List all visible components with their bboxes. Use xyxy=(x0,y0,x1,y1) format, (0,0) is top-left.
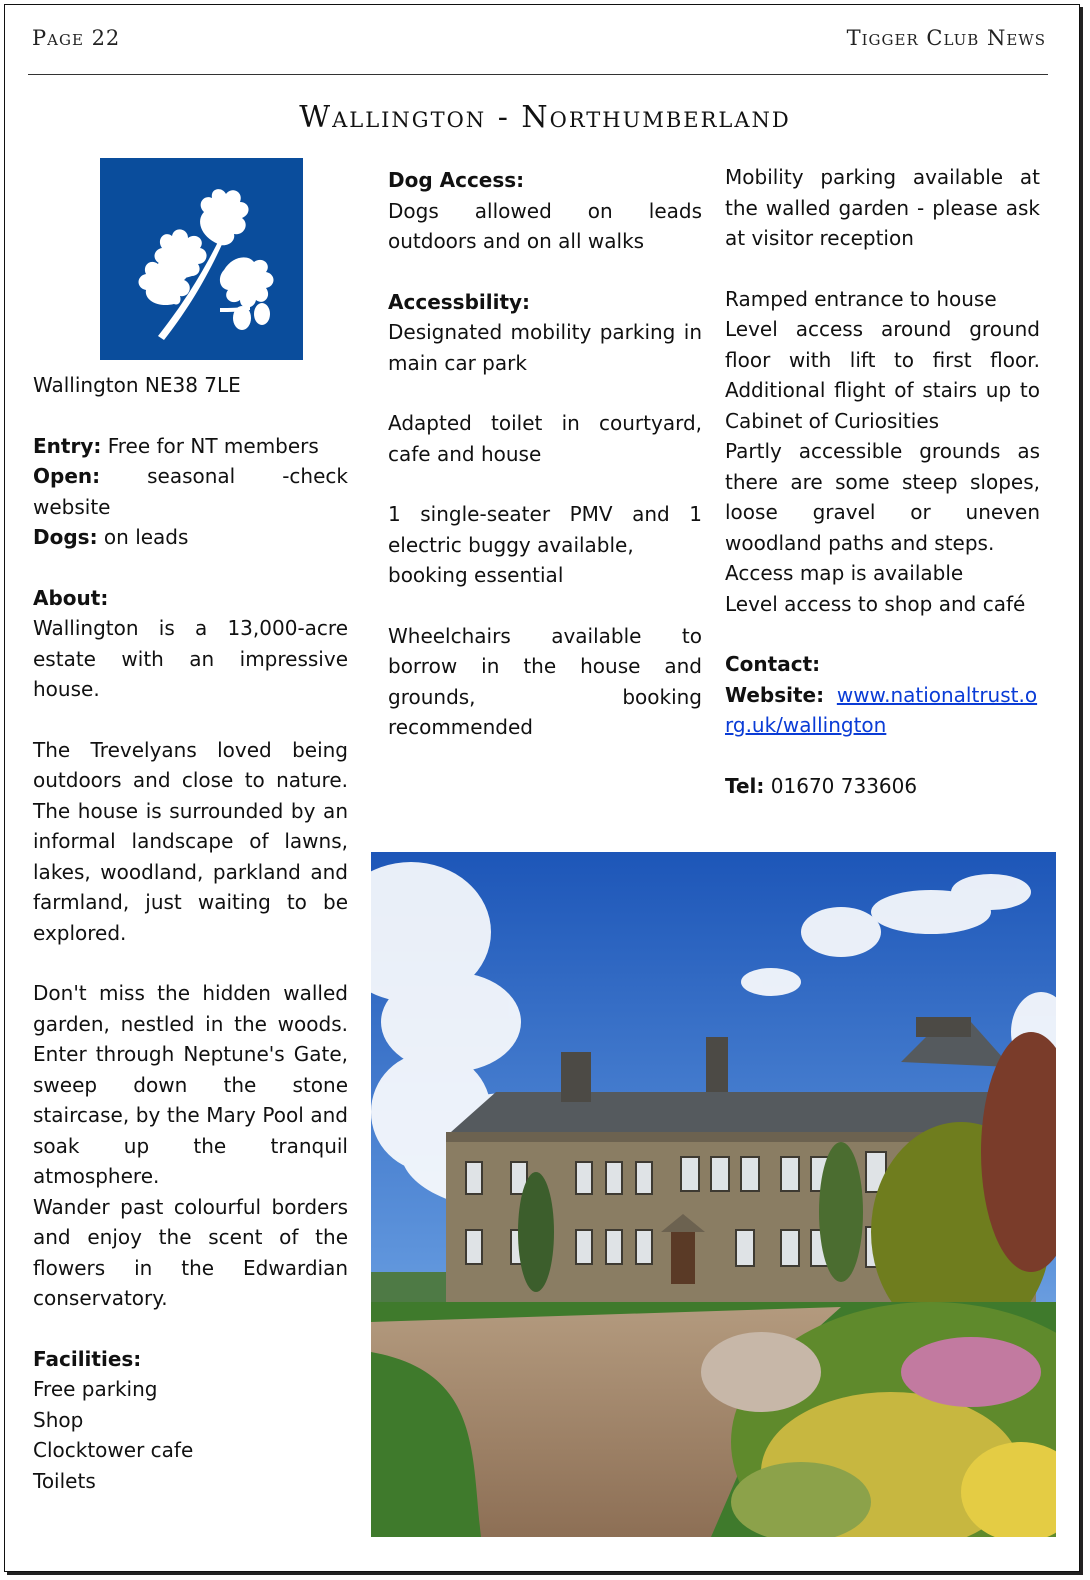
about-paragraph-2: The Trevelyans loved being outdoors and close to nature. The house is surrounded by an informal landscape of lawns, lakes, woodland, parkland and farmland, just waiting to be explored. xyxy=(33,737,348,945)
page-number: Page 22 xyxy=(32,26,121,50)
facility-item: Shop xyxy=(33,1407,84,1432)
dog-access-heading: Dog Access: xyxy=(388,168,525,192)
national-trust-logo xyxy=(100,158,303,360)
level-access-text: Level access around ground floor with lift to first floor. Additional flight of stairs up to Cabinet of Curiosities xyxy=(725,317,1040,433)
website-link[interactable]: www.nationaltrust.org.uk/wallington xyxy=(725,682,1038,737)
tel-label: Tel: xyxy=(725,773,765,798)
facility-item: Toilets xyxy=(33,1468,96,1493)
dog-access-text: Dogs allowed on leads outdoors and on all walks xyxy=(388,198,702,253)
facilities-heading: Facilities: xyxy=(33,1346,142,1371)
contact-heading: Contact: xyxy=(725,652,821,676)
ramped-entrance-text: Ramped entrance to house xyxy=(725,286,997,311)
access-map-text: Access map is available xyxy=(725,561,964,585)
about-paragraph-3: Don't miss the hidden walled garden, nestled in the woods. Enter through Neptune's Gate, sweep down the stone staircase, by the Mary Pool and soak up the tranquil atmosphere. xyxy=(33,981,348,1188)
accessibility-toilet: Adapted toilet in courtyard, cafe and house xyxy=(388,411,702,466)
accessibility-heading: Accessbility: xyxy=(388,289,531,314)
open-value: seasonal -check website xyxy=(33,464,348,519)
dogs-line xyxy=(33,522,348,553)
open-label: Open: xyxy=(33,464,101,488)
oak-leaf-icon xyxy=(100,158,303,360)
tel-line xyxy=(725,771,1040,802)
header-rule xyxy=(28,74,1048,75)
tel-value: 01670 733606 xyxy=(770,773,918,798)
accessibility-wheelchairs: Wheelchairs available to borrow in the house and grounds, booking recommended xyxy=(388,623,702,739)
wallington-house-photo xyxy=(371,852,1056,1537)
website-line xyxy=(725,680,1040,741)
address: Wallington NE38 7LE xyxy=(33,373,241,397)
mobility-parking-text: Mobility parking available at the walled garden - please ask at visitor reception xyxy=(725,165,1040,250)
page-title: Wallington - Northumberland xyxy=(299,100,791,135)
entry-label: Entry: xyxy=(33,433,102,458)
column-middle xyxy=(388,165,702,743)
facility-item: Free parking xyxy=(33,1377,158,1401)
accessibility-buggy: 1 single-seater PMV and 1 electric buggy available, xyxy=(388,502,702,557)
entry-value: Free for NT members xyxy=(107,433,319,458)
dogs-label: Dogs: xyxy=(33,525,98,549)
accessibility-parking: Designated mobility parking in main car park xyxy=(388,320,702,375)
about-paragraph-4: Wander past colourful borders and enjoy the scent of the flowers in the Edwardian conservatory. xyxy=(33,1194,348,1310)
website-label: Website: xyxy=(725,682,825,707)
facility-item: Clocktower cafe xyxy=(33,1438,194,1462)
about-heading: About: xyxy=(33,585,109,610)
about-paragraph-1: Wallington is a 13,000-acre estate with an impressive house. xyxy=(33,616,348,701)
accessibility-booking: booking essential xyxy=(388,563,564,587)
column-right xyxy=(725,162,1040,801)
open-line xyxy=(33,461,348,522)
grounds-access-text: Partly accessible grounds as there are some steep slopes, loose gravel or uneven woodland paths and steps. xyxy=(725,439,1040,555)
column-left xyxy=(33,370,348,1496)
shop-access-text: Level access to shop and café xyxy=(725,591,1026,616)
entry-line xyxy=(33,431,348,462)
dogs-value: on leads xyxy=(103,525,189,549)
publication-name: Tigger Club News xyxy=(846,26,1046,50)
